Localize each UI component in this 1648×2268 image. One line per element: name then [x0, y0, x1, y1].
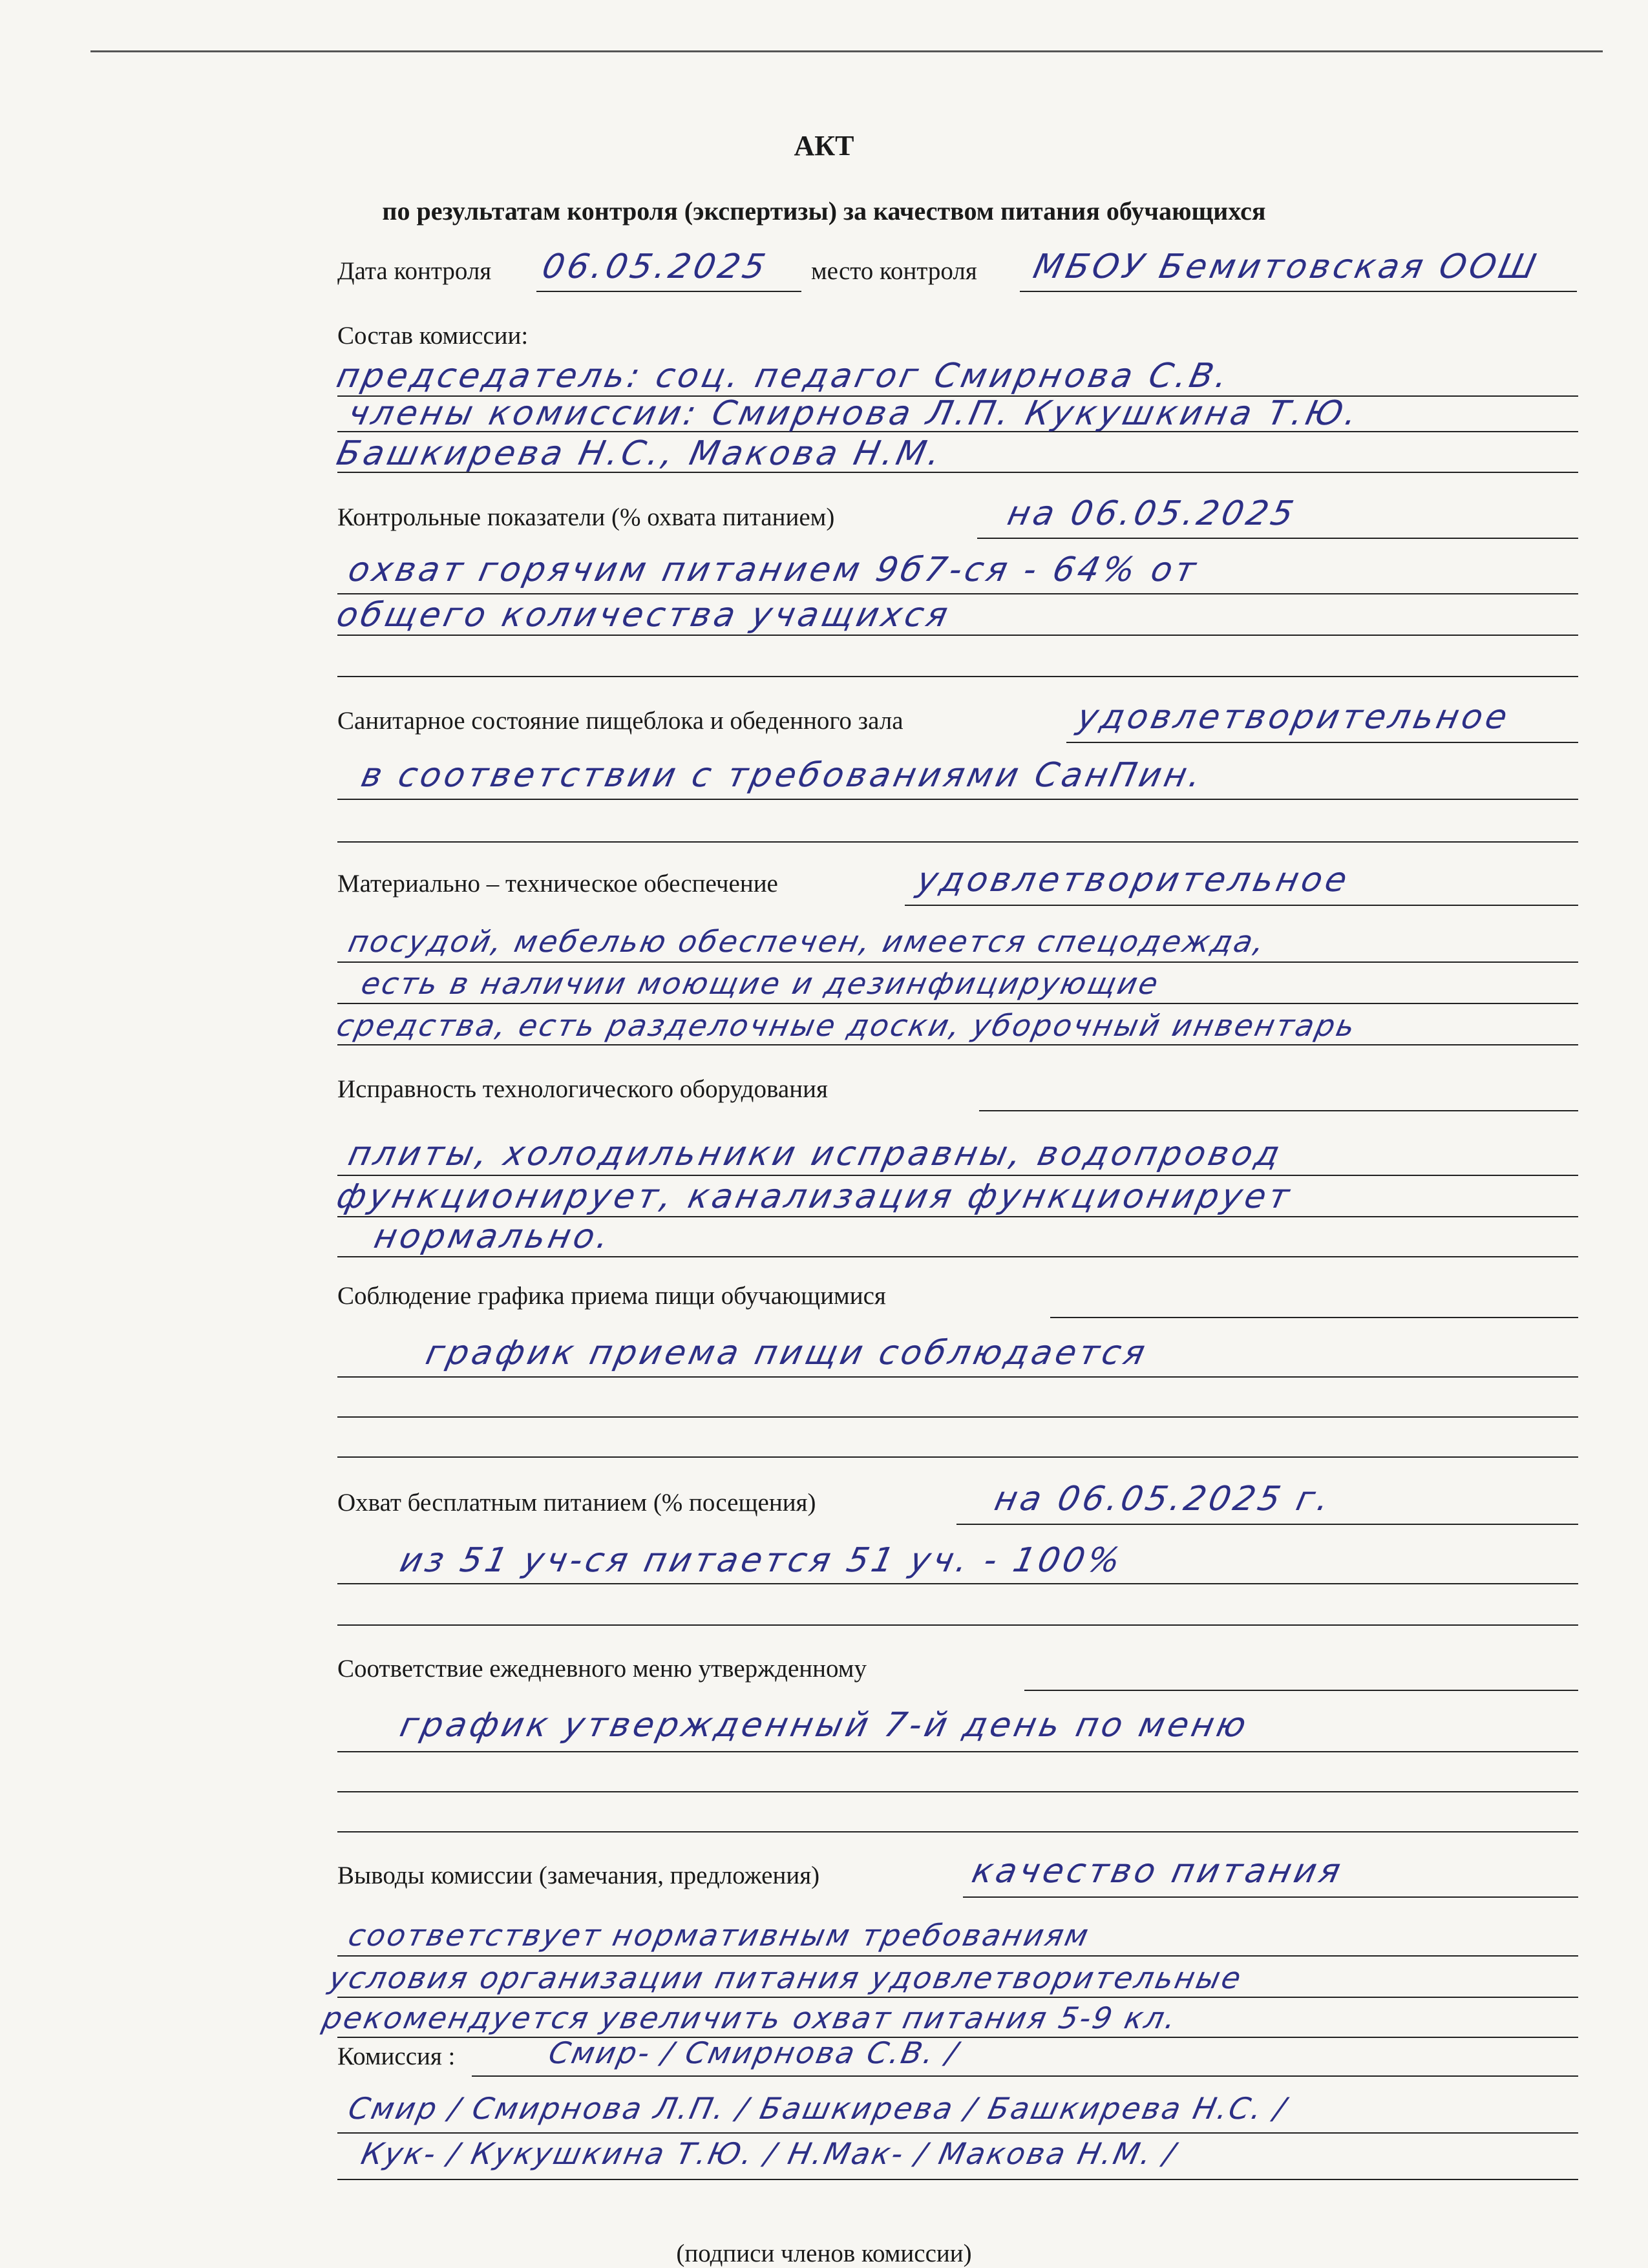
- equipment-text-2: функционирует, канализация функционирует: [333, 1177, 1296, 1216]
- material-text-2: есть в наличии моющие и дезинфицирующие: [358, 966, 1163, 1001]
- coverage-line-3: [337, 676, 1578, 677]
- document-title: АКТ: [794, 130, 854, 162]
- sanitary-inline-line: [1066, 742, 1578, 743]
- menu-line-1: [337, 1751, 1578, 1752]
- menu-line-2: [337, 1791, 1578, 1792]
- signatures-label: Комиссия :: [337, 2042, 456, 2070]
- coverage-label: Контрольные показатели (% охвата питанием): [337, 503, 835, 531]
- menu-line-3: [337, 1831, 1578, 1832]
- signatures-line-2: [337, 2179, 1578, 2180]
- material-inline: удовлетворительное: [913, 861, 1354, 899]
- conclusions-line-2: [337, 1997, 1578, 1998]
- equipment-inline-line: [979, 1110, 1578, 1111]
- equipment-line-3: [337, 1256, 1578, 1257]
- sanitary-line-2: [337, 841, 1578, 843]
- free-meals-line-2: [337, 1624, 1578, 1626]
- commission-text-2: члены комиссии: Смирнова Л.П. Кукушкина Т.Ю.: [344, 394, 1364, 433]
- signature-text-3: Кук- / Кукушкина Т.Ю. / Н.Мак- / Макова Н.М. /: [358, 2136, 1180, 2171]
- top-edge-line: [90, 50, 1603, 52]
- date-line: [536, 291, 801, 292]
- equipment-text-1: плиты, холодильники исправны, водопровод: [344, 1135, 1287, 1173]
- conclusions-text-2: условия организации питания удовлетворительные: [326, 1960, 1246, 1995]
- commission-label: Состав комиссии:: [337, 322, 529, 350]
- conclusions-line-1: [337, 1955, 1578, 1957]
- signature-text-2: Смир / Смирнова Л.П. / Башкирева / Башкирева Н.С. /: [345, 2091, 1291, 2126]
- free-meals-line-1: [337, 1583, 1578, 1584]
- conclusions-inline: качество питания: [968, 1852, 1347, 1891]
- coverage-inline: на 06.05.2025: [1004, 494, 1300, 533]
- schedule-line-3: [337, 1456, 1578, 1458]
- schedule-line-2: [337, 1416, 1578, 1418]
- conclusions-text-3: рекомендуется увеличить охват питания 5-9 кл.: [319, 2000, 1181, 2035]
- menu-label: Соответствие ежедневного меню утвержденному: [337, 1655, 867, 1683]
- menu-text-1: график утвержденный 7-й день по меню: [396, 1706, 1253, 1745]
- coverage-text-2: общего количества учащихся: [333, 596, 955, 635]
- material-line-1: [337, 961, 1578, 963]
- material-label: Материально – техническое обеспечение: [337, 870, 778, 898]
- schedule-inline-line: [1050, 1317, 1578, 1318]
- signatures-caption: (подписи членов комиссии): [676, 2240, 972, 2267]
- material-inline-line: [905, 905, 1578, 906]
- coverage-text-1: охват горячим питанием 9б7-ся - 64% от: [344, 551, 1203, 589]
- sanitary-line-1: [337, 799, 1578, 800]
- schedule-line-1: [337, 1376, 1578, 1378]
- coverage-line-1: [337, 593, 1578, 594]
- commission-text-1: председатель: соц. педагог Смирнова С.В.: [333, 357, 1234, 395]
- place-line: [1020, 291, 1577, 292]
- material-line-2: [337, 1003, 1578, 1004]
- material-text-3: средства, есть разделочные доски, уборочный инвентарь: [333, 1008, 1360, 1043]
- menu-inline-line: [1024, 1690, 1578, 1691]
- signature-text-1: Смир- / Смирнова С.В. /: [545, 2035, 963, 2070]
- conclusions-inline-line: [963, 1896, 1578, 1898]
- coverage-inline-line: [977, 538, 1578, 539]
- date-value: 06.05.2025: [538, 247, 772, 286]
- equipment-label: Исправность технологического оборудования: [337, 1075, 828, 1103]
- coverage-line-2: [337, 635, 1578, 636]
- material-text-1: посудой, мебелью обеспечен, имеется спецодежда,: [345, 924, 1270, 959]
- place-value: МБОУ Бемитовская ООШ: [1030, 247, 1543, 286]
- signatures-line-1: [337, 2132, 1578, 2134]
- schedule-label: Соблюдение графика приема пищи обучающимися: [337, 1282, 886, 1310]
- equipment-text-3: нормально.: [370, 1217, 616, 1256]
- free-meals-label: Охват бесплатным питанием (% посещения): [337, 1489, 816, 1517]
- conclusions-label: Выводы комиссии (замечания, предложения): [337, 1862, 820, 1889]
- document-subtitle: по результатам контроля (экспертизы) за качеством питания обучающихся: [382, 196, 1266, 226]
- signatures-line-0: [472, 2075, 1578, 2077]
- free-meals-inline: на 06.05.2025 г.: [991, 1480, 1336, 1518]
- equipment-line-1: [337, 1175, 1578, 1176]
- commission-text-3: Башкирева Н.С., Макова Н.М.: [333, 434, 947, 473]
- sanitary-text-1: в соответствии с требованиями СанПин.: [357, 756, 1208, 795]
- date-label: Дата контроля: [337, 257, 492, 285]
- place-label: место контроля: [811, 257, 977, 285]
- free-meals-inline-line: [956, 1524, 1578, 1525]
- schedule-text-1: график приема пищи соблюдается: [422, 1334, 1152, 1372]
- conclusions-text-1: соответствует нормативным требованиям: [345, 1918, 1093, 1953]
- material-line-3: [337, 1044, 1578, 1045]
- free-meals-text-1: из 51 уч-ся питается 51 уч. - 100%: [396, 1541, 1127, 1580]
- sanitary-inline: удовлетворительное: [1073, 698, 1514, 737]
- sanitary-label: Санитарное состояние пищеблока и обеденного зала: [337, 707, 903, 735]
